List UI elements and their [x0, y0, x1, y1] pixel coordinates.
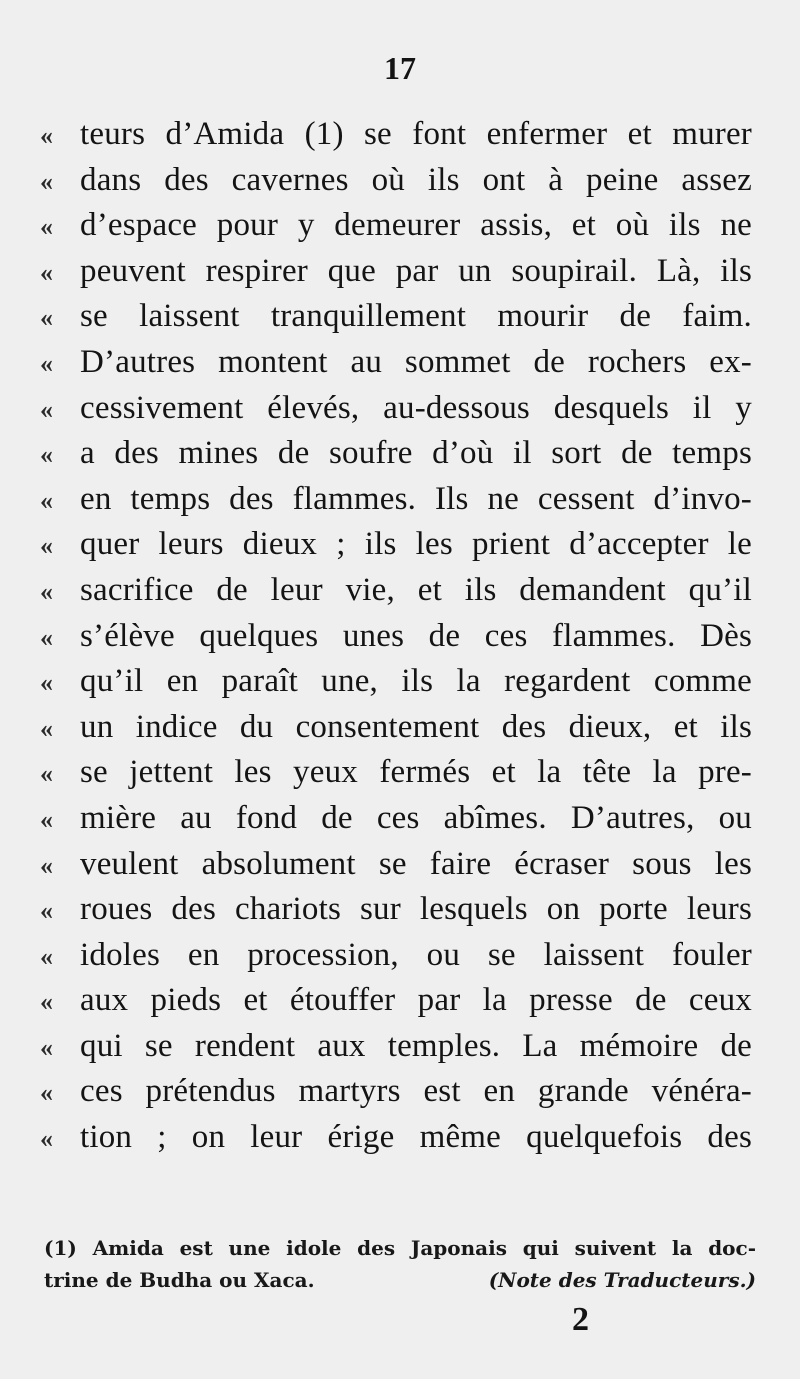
line-text: teurs d’Amida (1) se font enfermer et murer: [80, 116, 752, 152]
line-text: s’élève quelques unes de ces flammes. Dès: [80, 617, 752, 654]
quote-mark: «: [40, 485, 53, 515]
text-line: [40, 568, 752, 614]
quote-mark: «: [40, 348, 53, 378]
quote-mark: «: [40, 622, 53, 652]
quote-mark: «: [40, 759, 53, 789]
text-line: [40, 614, 752, 660]
line-text: aux pieds et étouffer par la presse de ceux: [80, 982, 752, 1019]
text-line: [40, 203, 752, 249]
line-text: un indice du consentement des dieux, et ils: [80, 708, 752, 745]
page-number: 17: [384, 50, 416, 86]
line-text: cessivement élevés, au-dessous desquels il y: [80, 389, 752, 426]
text-line: [40, 1024, 752, 1070]
line-text: qu’il en paraît une, ils la regardent comme: [80, 663, 752, 700]
text-line: [40, 249, 752, 295]
quote-mark: «: [40, 850, 53, 880]
line-text: d’espace pour y demeurer assis, et où ils ne: [80, 207, 752, 244]
text-line: [40, 887, 752, 933]
footnote-line: [44, 1264, 756, 1296]
footnote: [44, 1232, 756, 1296]
text-line: [40, 386, 752, 432]
text-line: [40, 750, 752, 796]
quote-mark: «: [40, 668, 53, 698]
text-line: [40, 978, 752, 1024]
quote-mark: «: [40, 212, 53, 242]
quote-mark: «: [40, 303, 53, 333]
translators-note: (Note des Traducteurs.): [488, 1268, 756, 1292]
text-line: [40, 112, 752, 158]
text-line: [40, 1069, 752, 1115]
text-line: [40, 1115, 752, 1161]
line-text: quer leurs dieux ; ils les prient d’accepter le: [80, 526, 752, 563]
line-text: tion ; on leur érige même quelquefois des: [80, 1119, 752, 1156]
line-text: peuvent respirer que par un soupirail. Là, ils: [80, 252, 752, 289]
line-text: ces prétendus martyrs est en grande vénéra-: [80, 1073, 752, 1110]
quote-mark: «: [40, 1032, 53, 1062]
text-line: [40, 431, 752, 477]
quote-mark: «: [40, 166, 53, 196]
line-text: se jettent les yeux fermés et la tête la pre-: [80, 754, 752, 791]
footnote-text: trine de Budha ou Xaca.: [44, 1268, 315, 1292]
text-line: [40, 340, 752, 386]
quote-mark: «: [40, 1124, 53, 1154]
line-text: idoles en procession, ou se laissent fouler: [80, 936, 752, 973]
quote-mark: «: [40, 713, 53, 743]
quote-mark: «: [40, 531, 53, 561]
line-text: D’autres montent au sommet de rochers ex-: [80, 343, 752, 380]
quote-mark: «: [40, 896, 53, 926]
line-text: mière au fond de ces abîmes. D’autres, ou: [80, 799, 752, 836]
line-text: se laissent tranquillement mourir de faim.: [80, 298, 752, 335]
line-text: dans des cavernes où ils ont à peine assez: [80, 161, 752, 198]
quote-mark: «: [40, 804, 53, 834]
text-line: [40, 158, 752, 204]
line-text: en temps des flammes. Ils ne cessent d’invo-: [80, 480, 752, 517]
quote-mark: «: [40, 1078, 53, 1108]
line-text: veulent absolument se faire écraser sous les: [80, 845, 752, 882]
text-line: [40, 705, 752, 751]
quote-mark: «: [40, 394, 53, 424]
line-text: a des mines de soufre d’où il sort de temps: [80, 435, 752, 472]
text-line: [40, 477, 752, 523]
text-line: [40, 842, 752, 888]
quote-mark: «: [40, 440, 53, 470]
body-text: [40, 112, 752, 1161]
quote-mark: «: [40, 576, 53, 606]
text-line: [40, 659, 752, 705]
quote-mark: «: [40, 121, 53, 150]
line-text: roues des chariots sur lesquels on porte leurs: [80, 891, 752, 928]
quote-mark: «: [40, 941, 53, 971]
text-line: [40, 796, 752, 842]
line-text: sacrifice de leur vie, et ils demandent qu’il: [80, 571, 752, 608]
text-line: [40, 522, 752, 568]
footnote-line: (1) Amida est une idole des Japonais qui suivent la doc-: [44, 1236, 756, 1260]
text-line: [40, 933, 752, 979]
quote-mark: «: [40, 257, 53, 287]
signature-mark: 2: [572, 1301, 589, 1338]
text-line: [40, 294, 752, 340]
quote-mark: «: [40, 987, 53, 1017]
line-text: qui se rendent aux temples. La mémoire de: [80, 1027, 752, 1064]
